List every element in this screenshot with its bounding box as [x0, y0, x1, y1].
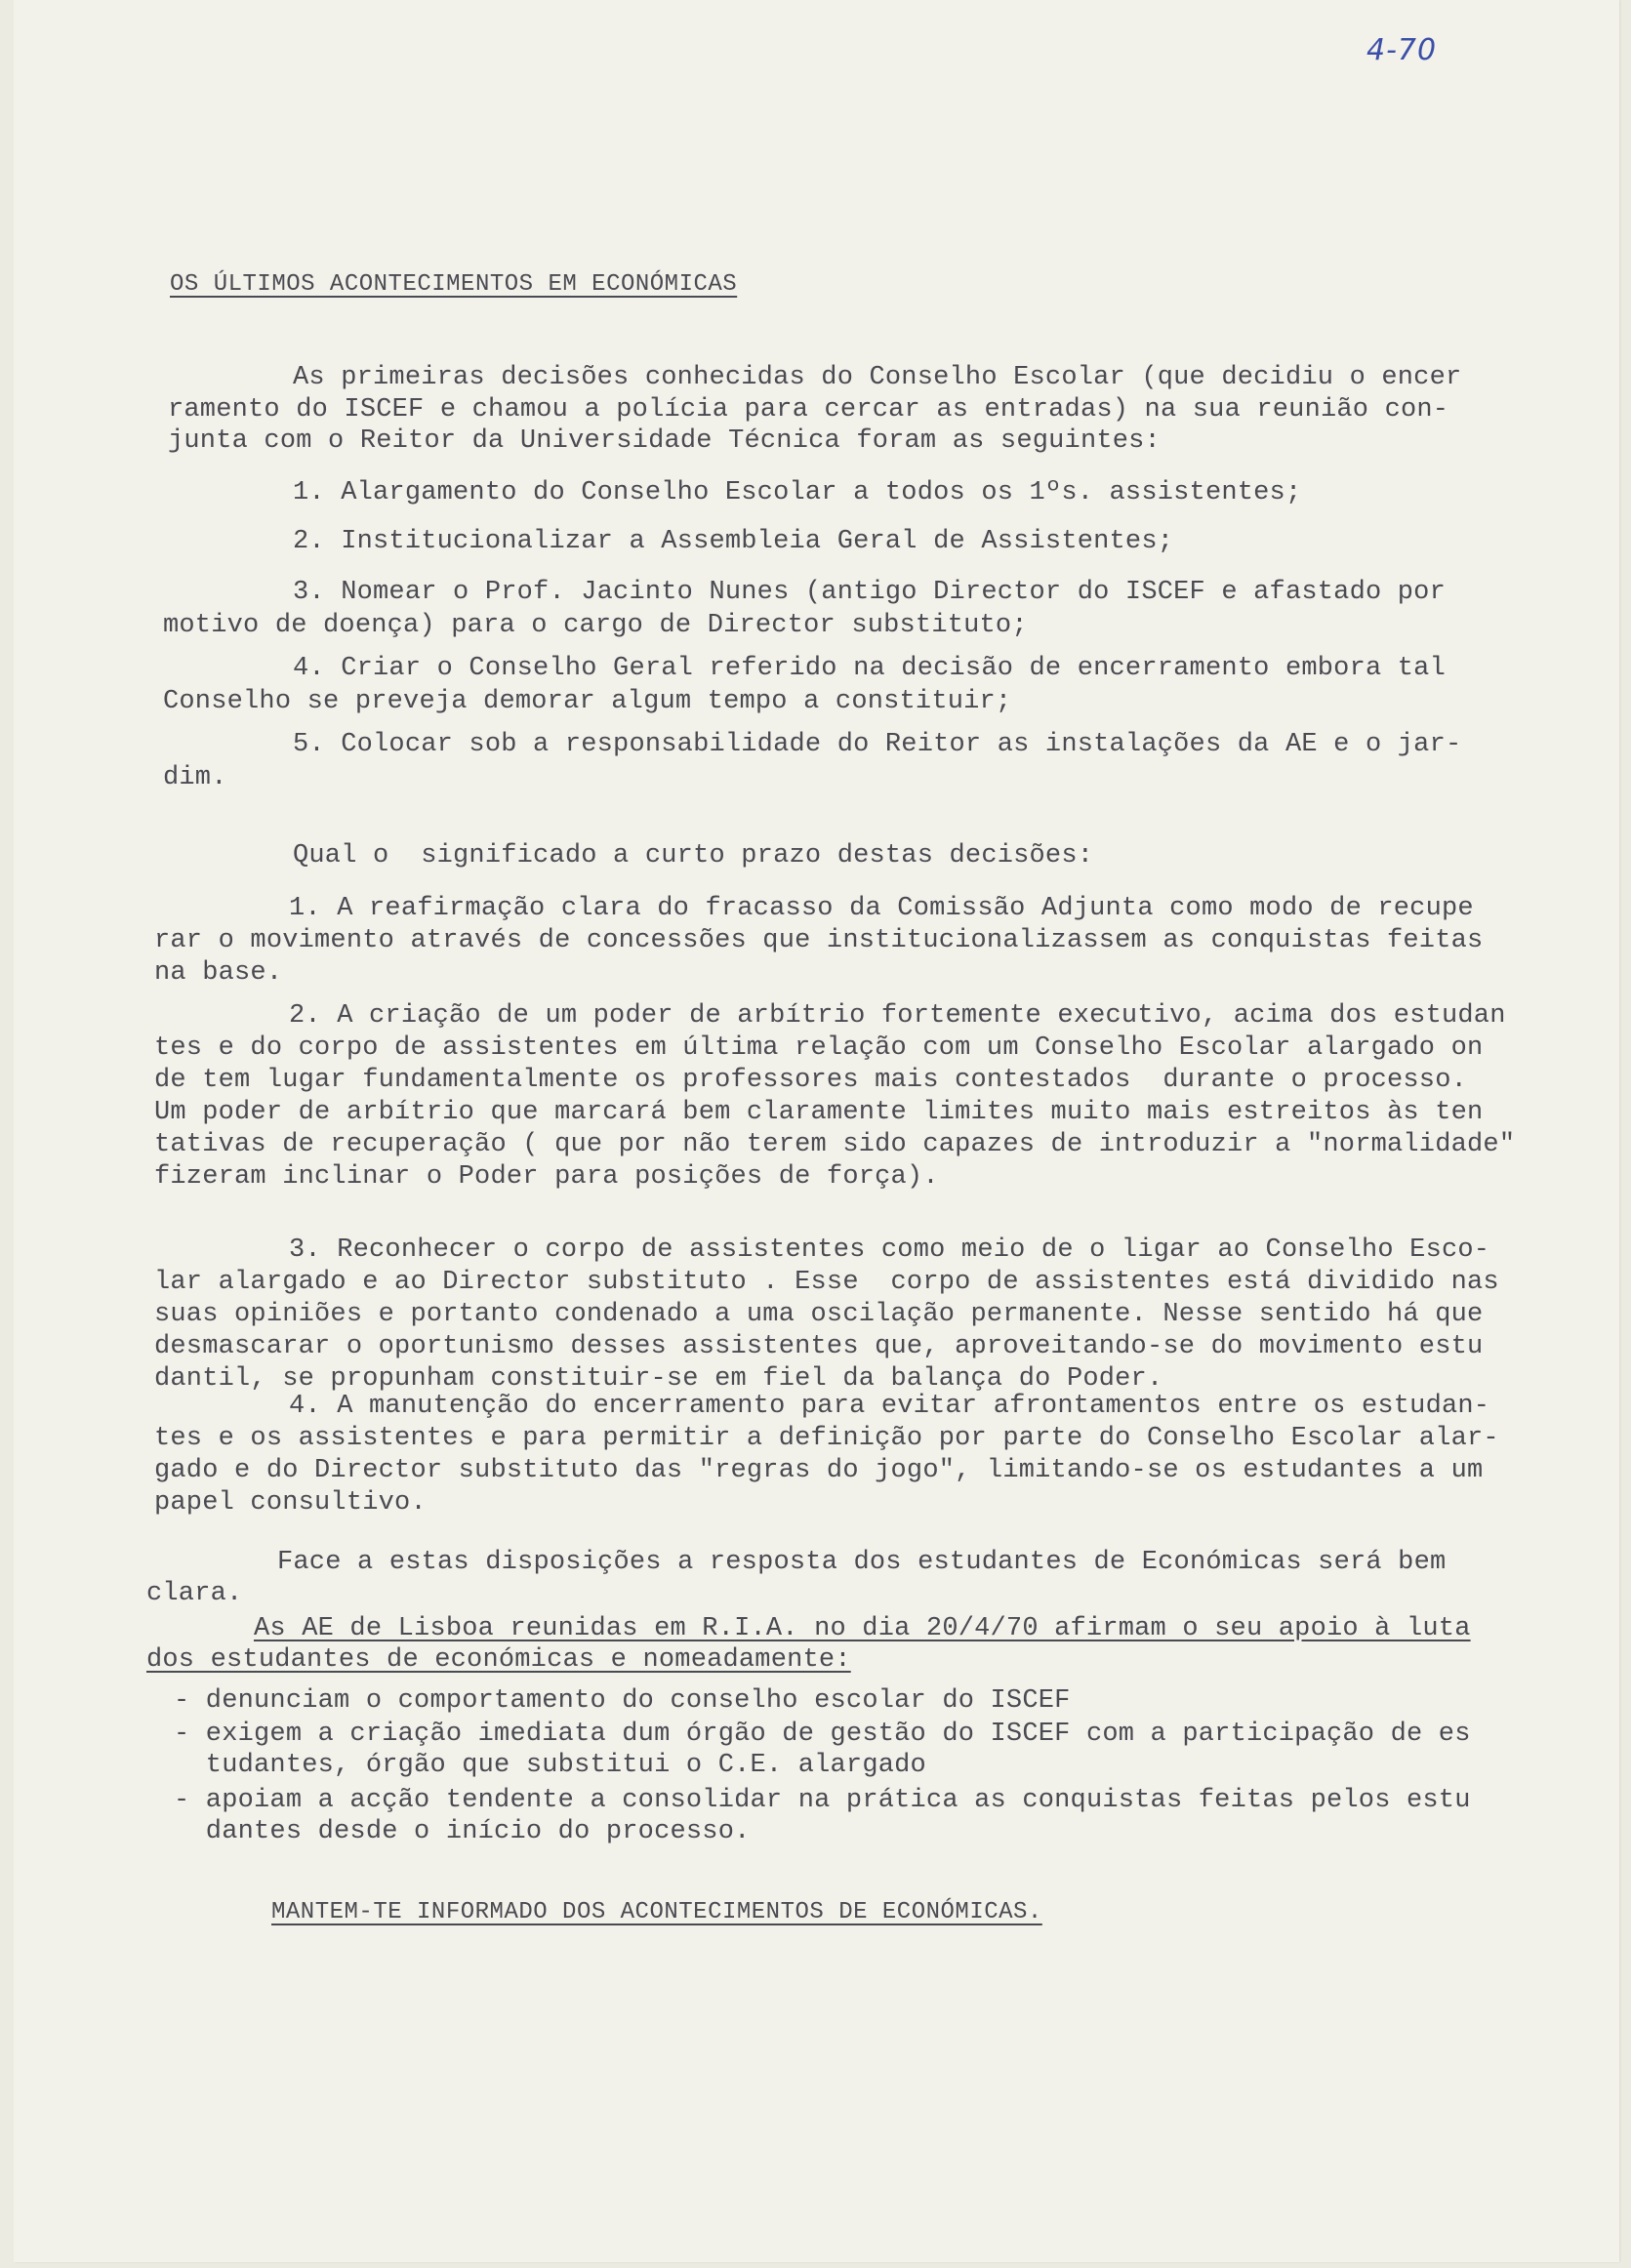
intro-line: As primeiras decisões conhecidas do Conselho Escolar (que decidiu o encer: [293, 363, 1462, 392]
meaning-item: tes e os assistentes e para permitir a definição por parte do Conselho Escolar alar-: [154, 1424, 1499, 1453]
decision-item: 4. Criar o Conselho Geral referido na decisão de encerramento embora tal: [293, 654, 1446, 683]
bullet-item: - exigem a criação imediata dum órgão de gestão do ISCEF com a participação de es: [174, 1720, 1471, 1749]
meaning-item: rar o movimento através de concessões que institucionalizassem as conquistas feitas: [154, 926, 1484, 955]
decision-item: Conselho se preveja demorar algum tempo a constituir;: [163, 687, 1012, 716]
reference-mark: 4-70: [1366, 33, 1438, 67]
meaning-item: tes e do corpo de assistentes em última relação com um Conselho Escolar alargado on: [154, 1033, 1484, 1063]
bullet-item: - denunciam o comportamento do conselho escolar do ISCEF: [174, 1686, 1071, 1716]
meaning-item: 3. Reconhecer o corpo de assistentes como meio de o ligar ao Conselho Esco-: [289, 1235, 1490, 1265]
meaning-item: 1. A reafirmação clara do fracasso da Comissão Adjunta como modo de recupe: [289, 894, 1474, 923]
meaning-item: suas opiniões e portanto condenado a uma oscilação permanente. Nesse sentido há que: [154, 1300, 1484, 1329]
bullet-item: tudantes, órgão que substitui o C.E. alargado: [174, 1751, 926, 1780]
meaning-item: 2. A criação de um poder de arbítrio fortemente executivo, acima dos estudan: [289, 1001, 1506, 1031]
meaning-item: Um poder de arbítrio que marcará bem claramente limites muito mais estreitos às ten: [154, 1098, 1484, 1127]
closing-line: MANTEM-TE INFORMADO DOS ACONTECIMENTOS DE ECONÓMICAS.: [271, 1899, 1042, 1925]
question-line: Qual o significado a curto prazo destas decisões:: [293, 841, 1094, 871]
ae-statement: As AE de Lisboa reunidas em R.I.A. no dia 20/4/70 afirmam o seu apoio à luta: [254, 1614, 1471, 1643]
meaning-item: gado e do Director substituto das "regras do jogo", limitando-se os estudantes a um: [154, 1456, 1484, 1485]
bullet-item: dantes desde o início do processo.: [174, 1817, 751, 1846]
decision-item: 5. Colocar sob a responsabilidade do Reitor as instalações da AE e o jar-: [293, 730, 1462, 759]
meaning-item: desmascarar o oportunismo desses assistentes que, aproveitando-se do movimento estu: [154, 1332, 1484, 1361]
decision-item: 2. Institucionalizar a Assembleia Geral de Assistentes;: [293, 527, 1174, 556]
response-line: clara.: [146, 1579, 243, 1608]
meaning-item: 4. A manutenção do encerramento para evitar afrontamentos entre os estudan-: [289, 1392, 1490, 1421]
meaning-item: na base.: [154, 958, 283, 988]
document-title: OS ÚLTIMOS ACONTECIMENTOS EM ECONÓMICAS: [170, 271, 738, 298]
meaning-item: lar alargado e ao Director substituto . Esse corpo de assistentes está dividido nas: [154, 1268, 1499, 1297]
response-line: Face a estas disposições a resposta dos estudantes de Económicas será bem: [277, 1548, 1447, 1577]
intro-line: ramento do ISCEF e chamou a polícia para cercar as entradas) na sua reunião con-: [168, 395, 1449, 425]
intro-line: junta com o Reitor da Universidade Técnica foram as seguintes:: [168, 426, 1161, 456]
decision-item: motivo de doença) para o cargo de Director substituto;: [163, 611, 1028, 640]
ae-statement: dos estudantes de económicas e nomeadamente:: [146, 1645, 851, 1675]
bullet-item: - apoiam a acção tendente a consolidar na prática as conquistas feitas pelos estu: [174, 1786, 1471, 1815]
meaning-item: dantil, se propunham constituir-se em fiel da balança do Poder.: [154, 1364, 1163, 1394]
decision-item: 3. Nomear o Prof. Jacinto Nunes (antigo Director do ISCEF e afastado por: [293, 578, 1446, 607]
decision-item: dim.: [163, 763, 227, 792]
meaning-item: papel consultivo.: [154, 1488, 427, 1518]
meaning-item: de tem lugar fundamentalmente os professores mais contestados durante o processo.: [154, 1066, 1468, 1095]
meaning-item: fizeram inclinar o Poder para posições de força).: [154, 1162, 939, 1192]
decision-item: 1. Alargamento do Conselho Escolar a todos os 1ºs. assistentes;: [293, 478, 1302, 507]
meaning-item: tativas de recuperação ( que por não terem sido capazes de introduzir a "normalidade": [154, 1130, 1516, 1159]
